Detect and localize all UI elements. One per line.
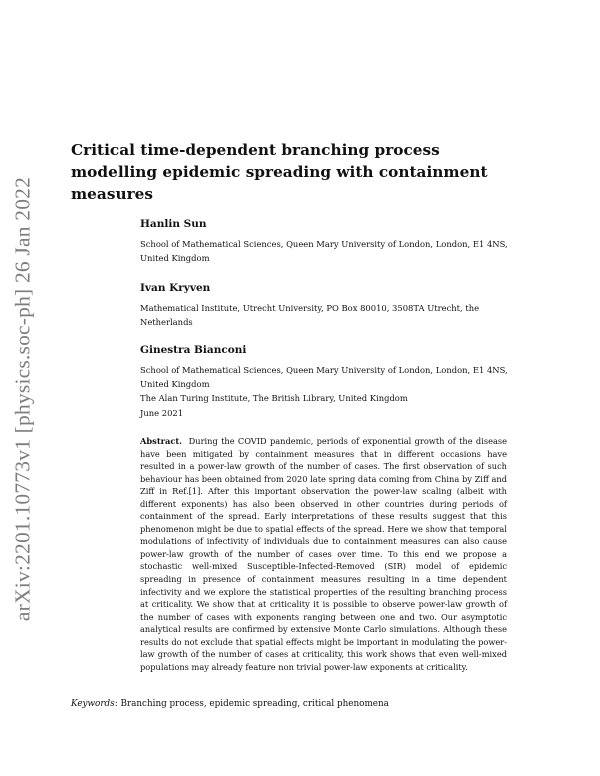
author-block — [140, 218, 510, 265]
abstract-text: During the COVID pandemic, periods of exponential growth of the disease have been mitigated by containment measures that in different occasions have resulted in a power-law growth of the number of cases. The first observation of such behaviour has been obtained from 2020 late spring data coming from China by Ziff and Ziff in Ref.[1]. After this important observation the power-law scaling (albeit with different exponents) has also been observed in other countries during periods of containment of the spread. Early interpretations of these results suggest that this phenomenon might be due to spatial effects of the spread. Here we show that temporal modulations of infectivity of individuals due to containment measures can also cause power-law growth of the number of cases over time. To this end we propose a stochastic well-mixed Susceptible-Infected-Removed (SIR) model of epidemic spreading in presence of containment measures resulting in a time dependent infectivity and we explore the statistical properties of the resulting branching process at criticality. We show that at criticality it is possible to observe power-law growth of the number of cases with exponents ranging between one and two. Our asymptotic analytical results are confirmed by extensive Monte Carlo simulations. Although these results do not exclude that spatial effects might be important in modulating the power-law growth of the number of cases at criticality, this work shows that even well-mixed populations may already feature non trivial power-law exponents at criticality. — [140, 436, 507, 672]
arxiv-identifier-text: arXiv:2201.10773v1 [physics.soc-ph] 26 Jan 2022 — [10, 176, 35, 622]
author-block — [140, 282, 510, 329]
arxiv-identifier-stamp — [8, 176, 38, 622]
author-name: Ivan Kryven — [140, 282, 211, 294]
abstract — [140, 435, 507, 673]
author-name: Hanlin Sun — [140, 218, 207, 230]
author-block — [140, 344, 510, 405]
author-affiliation: Mathematical Institute, Utrecht University, PO Box 80010, 3508TA Utrecht, the Netherlands — [140, 303, 480, 327]
author-affiliation-secondary: The Alan Turing Institute, The British Library, United Kingdom — [140, 393, 408, 403]
paper-title: Critical time-dependent branching process modelling epidemic spreading with containment measures — [71, 141, 488, 203]
author-name: Ginestra Bianconi — [140, 344, 247, 356]
publication-date: June 2021 — [140, 408, 184, 418]
author-affiliation: School of Mathematical Sciences, Queen Mary University of London, London, E1 4NS, United Kingdom — [140, 365, 508, 389]
keywords-label: Keywords — [71, 699, 115, 709]
author-affiliation: School of Mathematical Sciences, Queen Mary University of London, London, E1 4NS, United Kingdom — [140, 239, 508, 263]
abstract-label: Abstract. — [140, 436, 183, 446]
keywords — [71, 699, 389, 709]
keywords-text: : Branching process, epidemic spreading, critical phenomena — [114, 699, 389, 709]
